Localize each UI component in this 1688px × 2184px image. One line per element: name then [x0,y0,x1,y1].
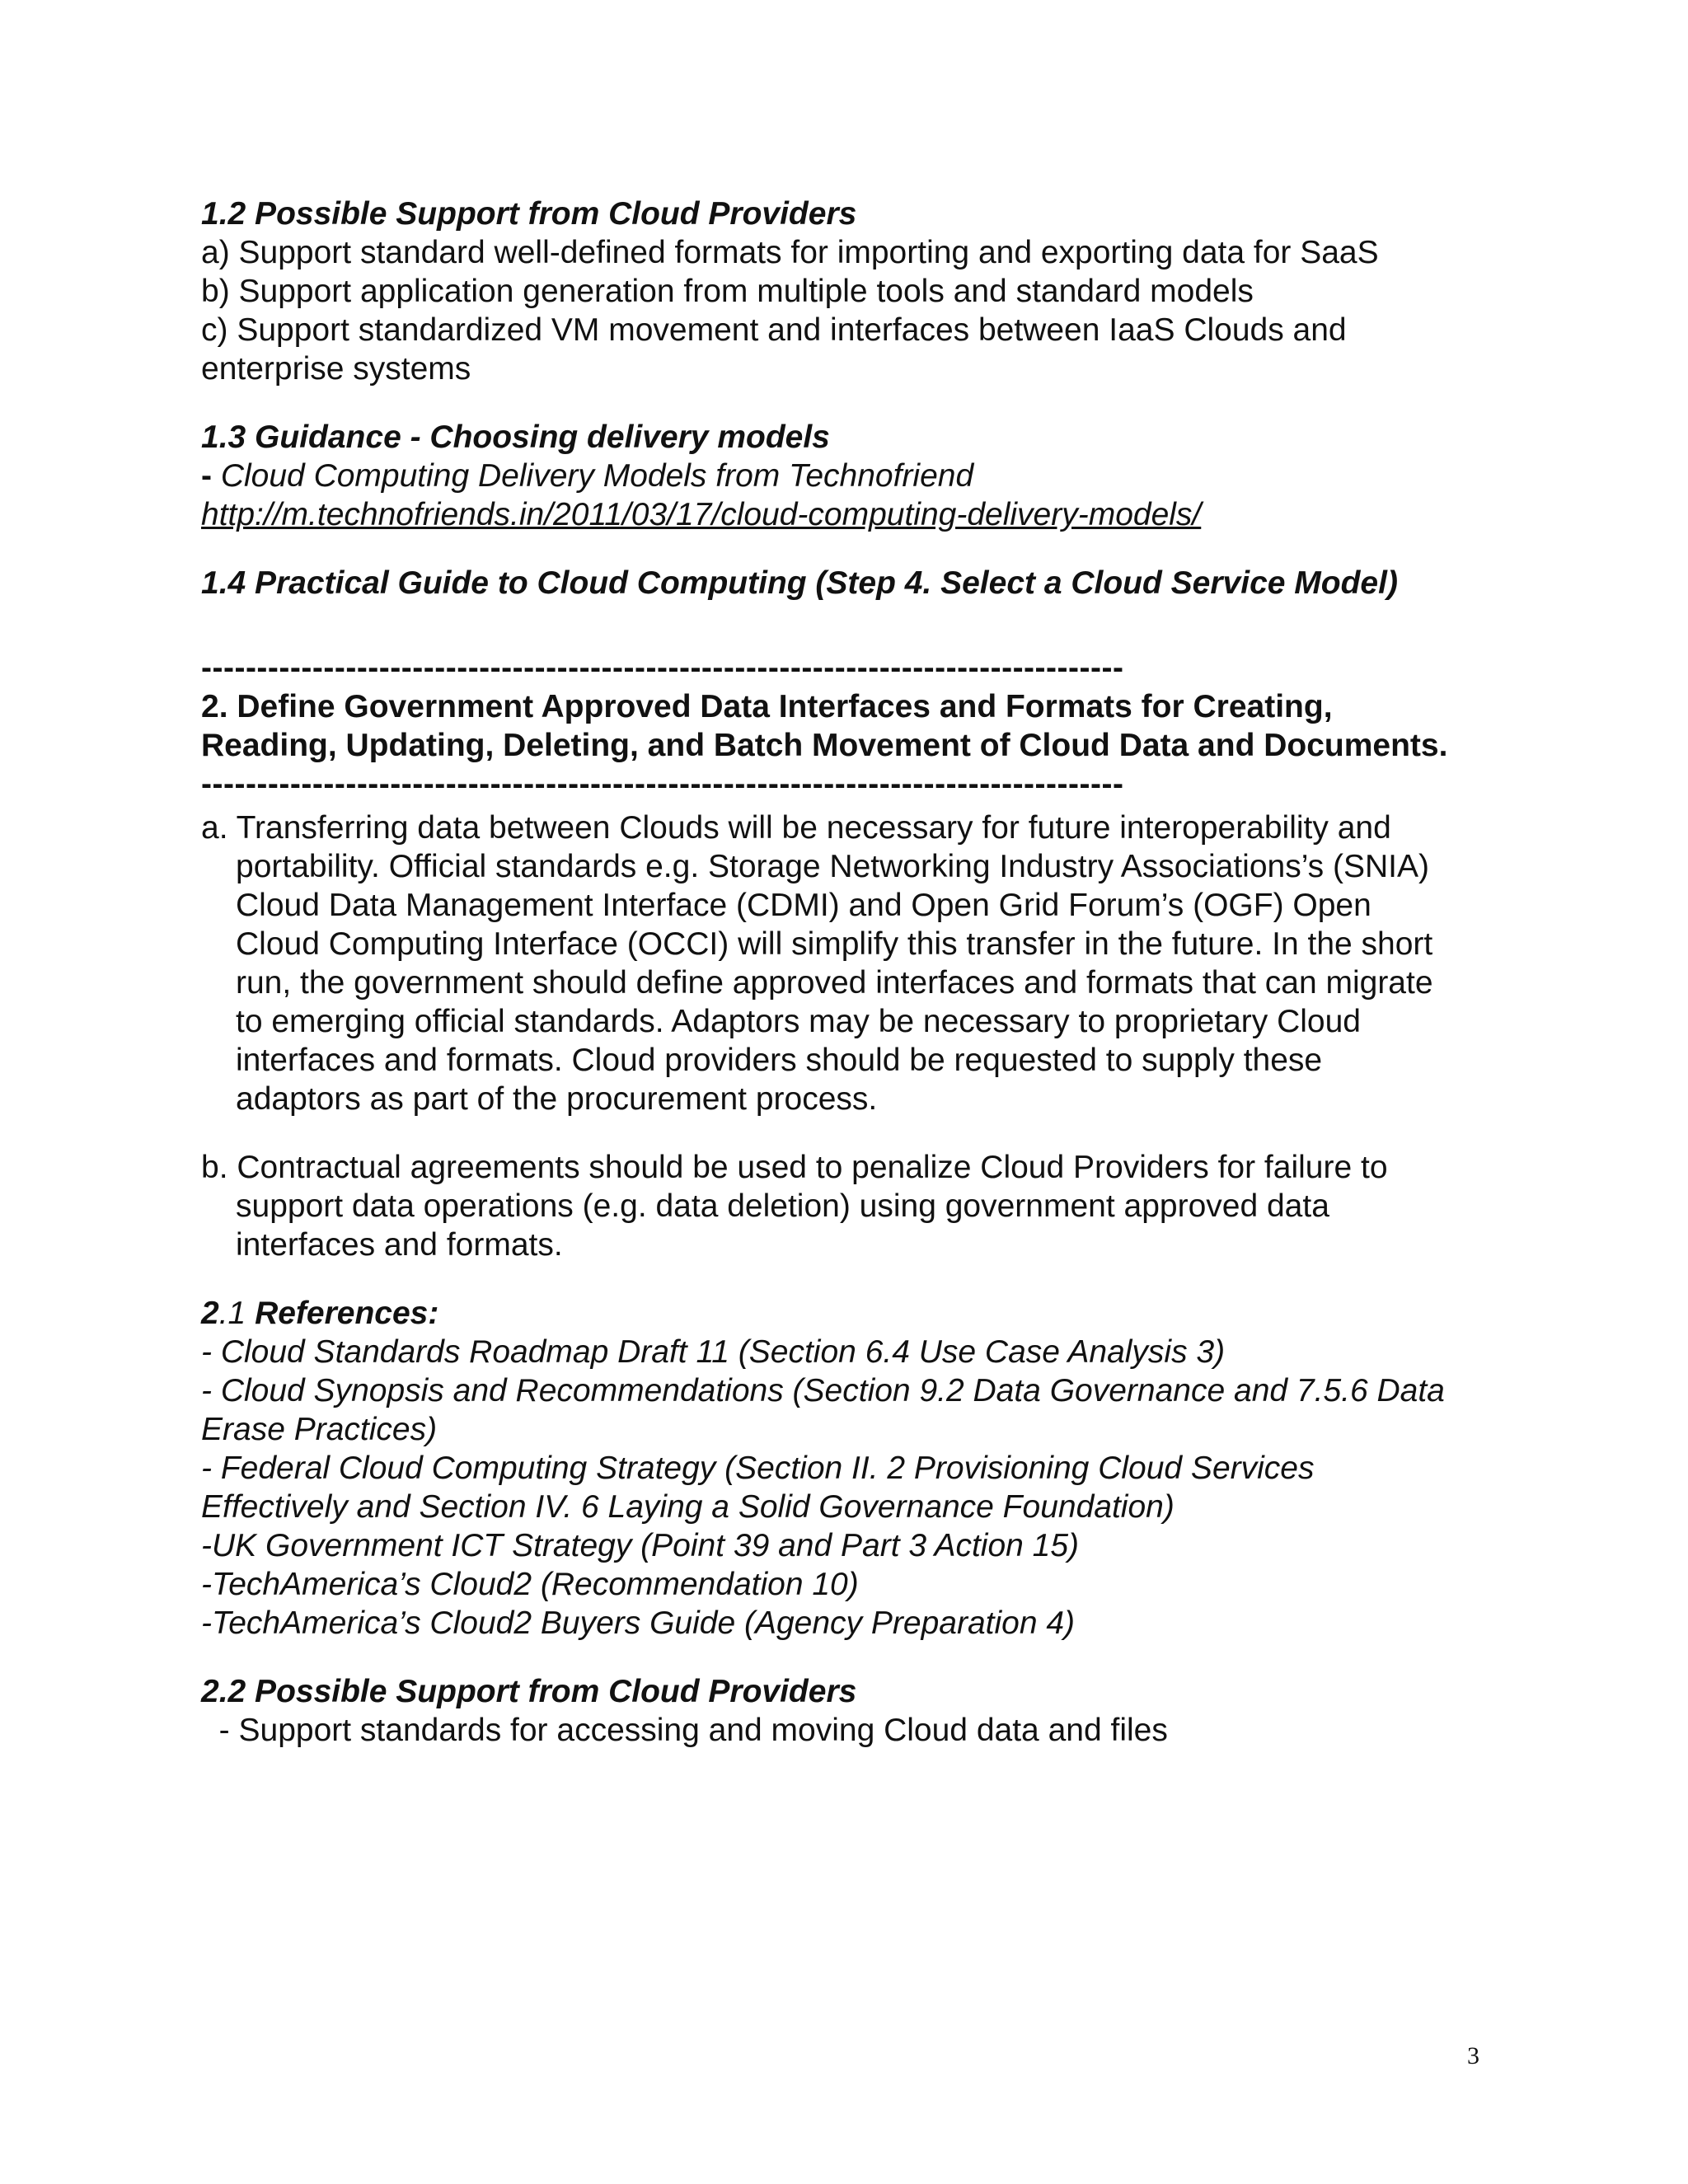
item-a-text: Transferring data between Clouds will be necessary for future interoperability and [236,810,1391,846]
item-b-line: support data operations (e.g. data deletion) using government approved data [236,1188,1329,1224]
item-b-line: interfaces and formats. [236,1227,563,1263]
item-b-text: Contractual agreements should be used to penalize Cloud Providers for failure to [237,1150,1388,1185]
section-1-3-link-row [201,495,1503,534]
section-2-2-item: - Support standards for accessing and moving Cloud data and files [201,1713,1168,1748]
section-1-2-item-c-cont: enterprise systems [201,351,471,387]
page-number: 3 [1467,2042,1479,2069]
reference-item: Effectively and Section IV. 6 Laying a Solid Governance Foundation) [201,1489,1175,1525]
reference-item: - Federal Cloud Computing Strategy (Section II. 2 Provisioning Cloud Services [201,1451,1315,1486]
reference-item: - Cloud Standards Roadmap Draft 11 (Section 6.4 Use Case Analysis 3) [201,1334,1226,1370]
section-1-2-item-a: a) Support standard well-defined formats for importing and exporting data for SaaS [201,235,1379,270]
reference-item: - Cloud Synopsis and Recommendations (Section 9.2 Data Governance and 7.5.6 Data [201,1373,1445,1408]
item-a-line: adaptors as part of the procurement process. [236,1081,878,1117]
section-1-2-heading: 1.2 Possible Support from Cloud Providers [201,196,857,232]
reference-dash: - [201,458,212,494]
reference-item: Erase Practices) [201,1412,438,1447]
section-2-item-b [201,1148,1503,1264]
item-a-line [201,808,1503,847]
item-a-line: interfaces and formats. Cloud providers should be requested to supply these [236,1043,1323,1078]
section-2-heading-line2: Reading, Updating, Deleting, and Batch Movement of Cloud Data and Documents. [201,728,1448,763]
item-a-line: portability. Official standards e.g. Storage Networking Industry Associations’s (SNIA) [236,849,1429,884]
section-2-1-heading [201,1294,1503,1333]
section-1-4-heading: 1.4 Practical Guide to Cloud Computing (Step 4. Select a Cloud Service Model) [201,565,1398,601]
divider-top: ----------------------------------------------------------------------------------- [201,650,1124,686]
reference-item: -TechAmerica’s Cloud2 (Recommendation 10) [201,1567,859,1602]
reference-text: Cloud Computing Delivery Models from Technofriend [212,458,974,494]
section-2-1-title: References: [246,1296,439,1331]
section-2-2-heading: 2.2 Possible Support from Cloud Providers [201,1674,857,1709]
section-1-2-item-b: b) Support application generation from multiple tools and standard models [201,274,1254,309]
reference-item: -TechAmerica’s Cloud2 Buyers Guide (Agency Preparation 4) [201,1605,1076,1641]
section-2-title-part1: . Define Government Approved Data Interfaces and Formats for Creating, [218,689,1333,724]
section-2-heading-line1 [201,687,1503,726]
item-b-marker: b. [201,1150,228,1185]
section-1-3-reference [201,457,1503,495]
divider-bottom: ----------------------------------------------------------------------------------- [201,766,1124,802]
section-2-1-number: 2 [201,1296,219,1331]
section-1-2-item-c: c) Support standardized VM movement and interfaces between IaaS Clouds and [201,312,1347,348]
section-2-number: 2 [201,689,219,724]
item-a-line: Cloud Data Management Interface (CDMI) and Open Grid Forum’s (OGF) Open [236,888,1372,923]
item-a-marker: a. [201,810,228,846]
item-a-line: run, the government should define approved interfaces and formats that can migrate [236,965,1433,1001]
item-a-line: to emerging official standards. Adaptors may be necessary to proprietary Cloud [236,1004,1361,1039]
section-1-3-heading: 1.3 Guidance - Choosing delivery models [201,419,830,455]
technofriends-link[interactable]: http://m.technofriends.in/2011/03/17/cloud-computing-delivery-models/ [201,497,1202,532]
reference-item: -UK Government ICT Strategy (Point 39 and Part 3 Action 15) [201,1528,1080,1563]
section-2-1-subnumber: .1 [218,1296,246,1331]
section-2-item-a [201,808,1503,1118]
document-page [201,194,1503,1750]
item-b-line [201,1148,1503,1187]
item-a-line: Cloud Computing Interface (OCCI) will simplify this transfer in the future. In the short [236,926,1433,962]
